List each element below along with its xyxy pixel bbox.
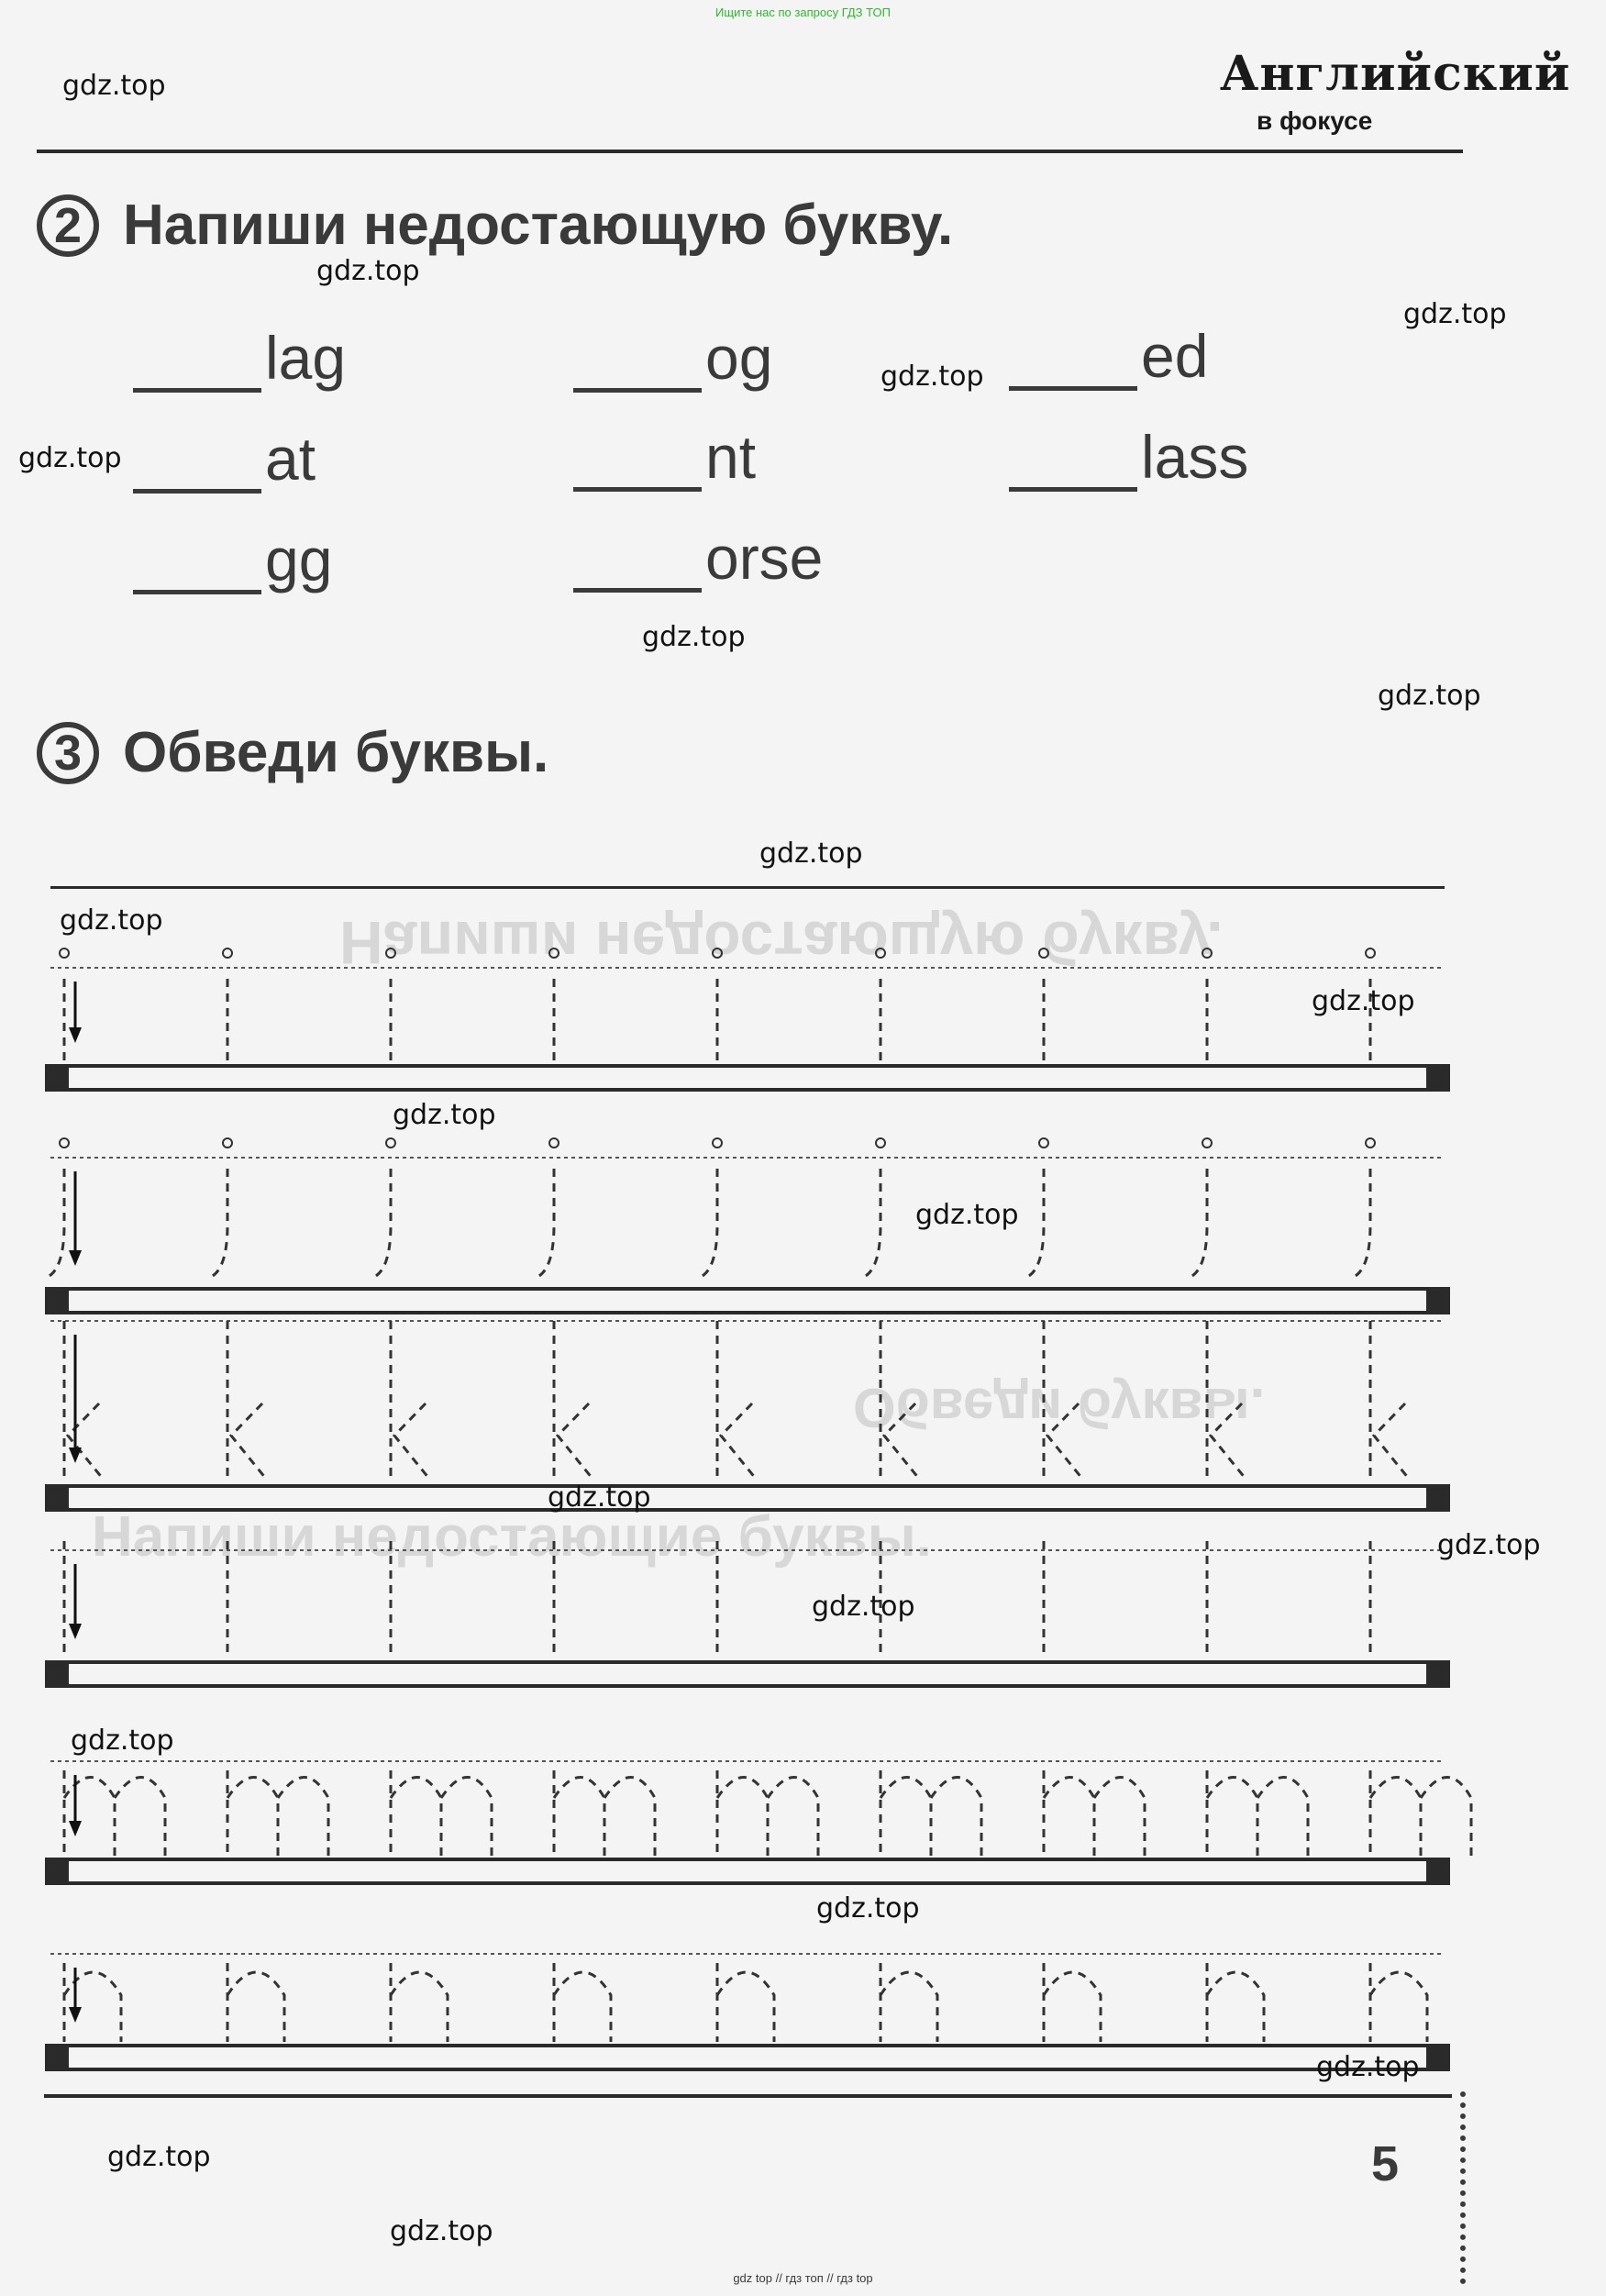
- word-ending: lag: [265, 324, 347, 392]
- letter-dot: [1039, 948, 1048, 958]
- baseline-end-block: [1426, 1660, 1450, 1688]
- trace-letter-m: [881, 1770, 981, 1856]
- word-ending: ed: [1141, 322, 1209, 390]
- trace-letter-j: [372, 1169, 391, 1278]
- trace-letter-n: [64, 1963, 121, 2042]
- baseline-bar: [50, 1289, 1445, 1313]
- letter-dot: [386, 1138, 395, 1148]
- baseline-end-block: [1426, 1858, 1450, 1885]
- trace-letter-j: [209, 1169, 227, 1278]
- trace-letter-n: [717, 1963, 774, 2042]
- logo-sub-text: в фокусе: [1257, 106, 1373, 135]
- arrow-head: [69, 1821, 82, 1836]
- trace-letter-n: [1370, 1963, 1427, 2042]
- baseline-bar: [50, 1066, 1445, 1090]
- baseline-end-block: [1426, 1287, 1450, 1314]
- baseline-end-block: [45, 1064, 69, 1092]
- arrow-head: [69, 1250, 82, 1266]
- trace-letter-k-arm: [1374, 1403, 1409, 1479]
- baseline-bar: [50, 1486, 1445, 1510]
- trace-letter-n: [881, 1963, 937, 2042]
- dotted-cut-line: [1460, 2091, 1466, 2284]
- trace-letter-m: [554, 1770, 655, 1856]
- letter-dot: [223, 1138, 232, 1148]
- watermark: gdz.top: [1437, 1529, 1541, 1561]
- baseline-end-block: [45, 1858, 69, 1885]
- arrow-head: [69, 1624, 82, 1639]
- trace-letter-k-arm: [68, 1403, 103, 1479]
- trace-letter-n: [227, 1963, 284, 2042]
- arrow-head: [69, 1447, 82, 1463]
- exercise-2-title-text: Напиши недостающую букву.: [123, 194, 954, 257]
- letter-dot: [60, 1138, 69, 1148]
- watermark: gdz.top: [393, 1099, 496, 1131]
- watermark: gdz.top: [881, 360, 984, 393]
- watermark: gdz.top: [18, 442, 122, 474]
- arrow-head: [69, 2007, 82, 2023]
- trace-letter-j: [862, 1169, 881, 1278]
- baseline-end-block: [45, 1484, 69, 1512]
- exercise-3-number: 3: [37, 722, 99, 784]
- baseline-end-block: [1426, 1064, 1450, 1092]
- trace-letter-j: [536, 1169, 554, 1278]
- trace-letter-j: [46, 1169, 64, 1278]
- letter-dot: [549, 1138, 559, 1148]
- bleed-through-title-3: Напиши недостающие буквы.: [92, 1505, 932, 1569]
- watermark: gdz.top: [1312, 985, 1415, 1017]
- trace-letter-k-arm: [558, 1403, 593, 1479]
- baseline-end-block: [45, 1287, 69, 1314]
- word-ending: at: [265, 425, 316, 493]
- trace-letter-n: [391, 1963, 448, 2042]
- letter-dot: [1366, 948, 1375, 958]
- watermark: gdz.top: [759, 837, 863, 870]
- word-ending: gg: [265, 526, 333, 593]
- page-number: 5: [1371, 2136, 1400, 2191]
- trace-letter-m: [1207, 1770, 1308, 1856]
- watermark: gdz.top: [812, 1591, 915, 1623]
- bottom-banner: gdz top // гдз топ // гдз top: [733, 2271, 873, 2285]
- letter-dot: [876, 1138, 885, 1148]
- letter-dot: [1039, 1138, 1048, 1148]
- logo-main-text: Английский: [1220, 46, 1571, 102]
- watermark: gdz.top: [642, 621, 746, 653]
- trace-letter-j: [1189, 1169, 1207, 1278]
- trace-letter-j: [699, 1169, 717, 1278]
- trace-letter-k-arm: [721, 1403, 756, 1479]
- exercise-2-number: 2: [37, 194, 99, 257]
- letter-dot: [60, 948, 69, 958]
- watermark: gdz.top: [1403, 298, 1507, 330]
- letter-dot: [1366, 1138, 1375, 1148]
- baseline-bar: [50, 1662, 1445, 1686]
- watermark: gdz.top: [816, 1892, 920, 1924]
- exercise-3-title-text: Обведи буквы.: [123, 721, 549, 784]
- watermark: gdz.top: [60, 904, 163, 937]
- letter-dot: [713, 948, 722, 958]
- trace-letter-k-arm: [394, 1403, 429, 1479]
- trace-letter-k-arm: [1047, 1403, 1082, 1479]
- baseline-bar: [50, 2046, 1445, 2069]
- trace-letter-j: [1352, 1169, 1370, 1278]
- word-ending: orse: [705, 524, 824, 592]
- trace-letter-m: [1370, 1770, 1471, 1856]
- trace-letter-m: [64, 1770, 165, 1856]
- trace-letter-j: [1025, 1169, 1044, 1278]
- trace-letter-n: [554, 1963, 611, 2042]
- arrow-head: [69, 1027, 82, 1043]
- letter-dot: [223, 948, 232, 958]
- baseline-end-block: [1426, 2044, 1450, 2071]
- bleed-through-title-1: Напиши недостающую букву.: [339, 909, 1224, 977]
- footer-rule: [44, 2094, 1452, 2098]
- word-ending: lass: [1141, 423, 1249, 491]
- top-banner: Ищите нас по запросу ГДЗ ТОП: [715, 6, 891, 19]
- letter-dot: [876, 948, 885, 958]
- trace-letter-k-arm: [231, 1403, 266, 1479]
- letter-dot: [1202, 1138, 1212, 1148]
- watermark: gdz.top: [316, 255, 420, 287]
- baseline-end-block: [45, 1660, 69, 1688]
- trace-letter-m: [227, 1770, 328, 1856]
- bleed-through-title-2: Обведи буквы.: [853, 1377, 1266, 1438]
- word-ending: nt: [705, 423, 757, 491]
- watermark: gdz.top: [548, 1481, 651, 1514]
- trace-letter-m: [391, 1770, 492, 1856]
- trace-letter-n: [1044, 1963, 1101, 2042]
- watermark: gdz.top: [1316, 2051, 1420, 2083]
- trace-letter-m: [1044, 1770, 1145, 1856]
- watermark: gdz.top: [1378, 680, 1481, 712]
- trace-letter-k-arm: [884, 1403, 919, 1479]
- watermark: gdz.top: [107, 2141, 211, 2173]
- watermark: gdz.top: [915, 1199, 1019, 1231]
- watermark: gdz.top: [390, 2215, 493, 2247]
- letter-dot: [713, 1138, 722, 1148]
- baseline-end-block: [45, 2044, 69, 2071]
- trace-letter-k-arm: [1211, 1403, 1246, 1479]
- letter-dot: [1202, 948, 1212, 958]
- baseline-bar: [50, 1859, 1445, 1883]
- trace-letter-n: [1207, 1963, 1264, 2042]
- watermark: gdz.top: [71, 1725, 174, 1757]
- watermark: gdz.top: [62, 70, 166, 102]
- word-ending: og: [705, 324, 773, 392]
- letter-dot: [549, 948, 559, 958]
- trace-letter-m: [717, 1770, 818, 1856]
- letter-dot: [386, 948, 395, 958]
- baseline-end-block: [1426, 1484, 1450, 1512]
